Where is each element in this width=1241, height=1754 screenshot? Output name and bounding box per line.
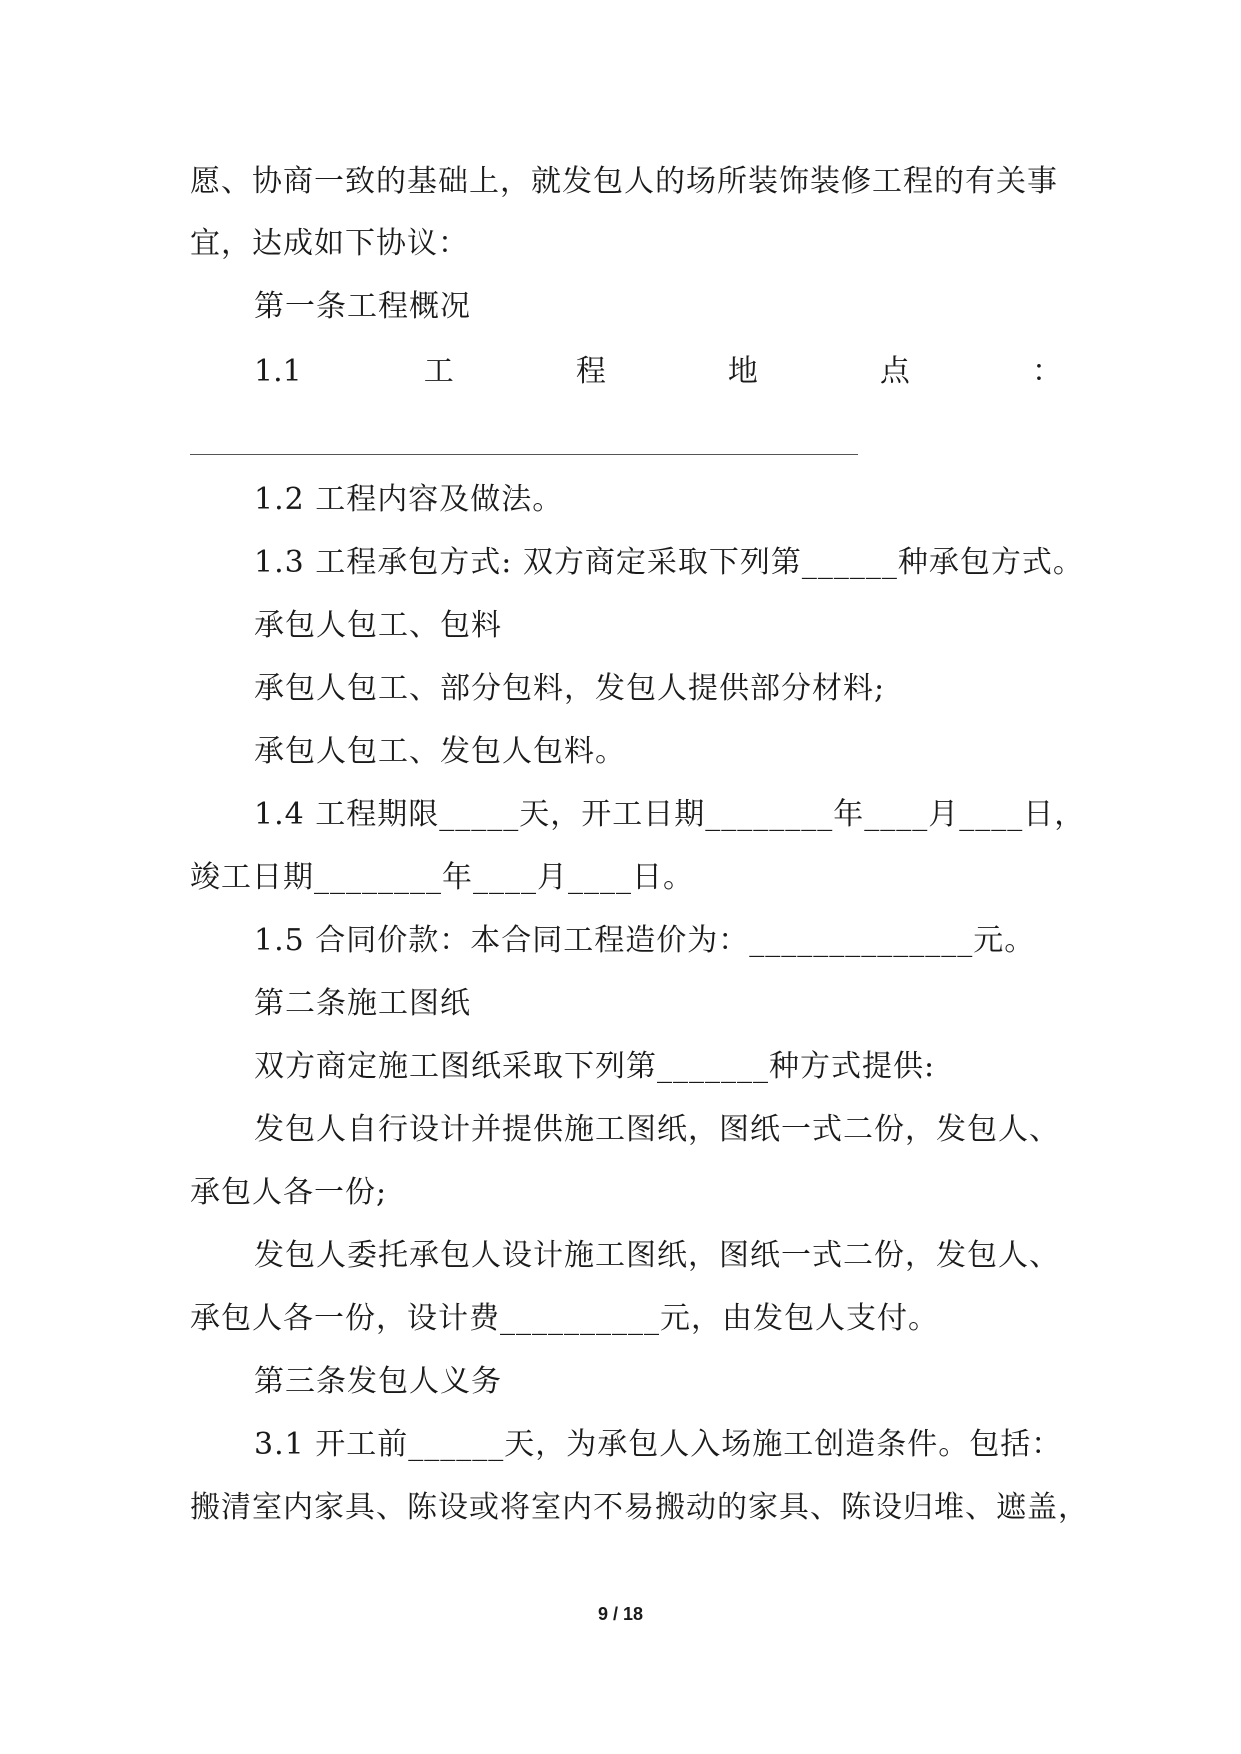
fill-in-blank-line	[190, 454, 858, 455]
text-line: 1.3 工程承包方式: 双方商定采取下列第______种承包方式。	[254, 545, 1084, 580]
text-line: 3.1 开工前______天，为承包人入场施工创造条件。包括：	[254, 1427, 1063, 1462]
section-heading: 第二条施工图纸	[254, 986, 471, 1021]
location-line	[254, 350, 1062, 394]
text-line: 承包人包工、包料	[254, 608, 502, 643]
text-char: 地	[727, 354, 758, 389]
text-line: 承包人包工、部分包料，发包人提供部分材料;	[254, 671, 886, 706]
text-line: 愿、协商一致的基础上，就发包人的场所装饰装修工程的有关事	[190, 164, 1058, 199]
text-char: 工	[423, 354, 454, 389]
section-heading: 第三条发包人义务	[254, 1364, 502, 1399]
text-line: 双方商定施工图纸采取下列第_______种方式提供:	[254, 1049, 936, 1084]
text-line: 1.2 工程内容及做法。	[254, 482, 564, 517]
text-line: 搬清室内家具、陈设或将室内不易搬动的家具、陈设归堆、遮盖，	[190, 1490, 1089, 1525]
text-char: 程	[575, 354, 606, 389]
text-char: ：	[1031, 354, 1062, 389]
text-line: 发包人自行设计并提供施工图纸，图纸一式二份，发包人、	[254, 1112, 1060, 1147]
text-line: 承包人各一份;	[190, 1175, 388, 1210]
text-line: 发包人委托承包人设计施工图纸，图纸一式二份，发包人、	[254, 1238, 1060, 1273]
section-heading: 第一条工程概况	[254, 289, 471, 324]
text-line: 1.5 合同价款：本合同工程造价为：______________元。	[254, 923, 1036, 958]
page-number: 9 / 18	[597, 1604, 644, 1624]
text-line: 宜，达成如下协议：	[190, 226, 469, 261]
clause-number: 1.1	[254, 354, 302, 389]
text-line: 1.4 工程期限_____天，开工日期________年____月____日，	[254, 797, 1086, 832]
text-line: 竣工日期________年____月____日。	[190, 860, 694, 895]
text-line: 承包人包工、发包人包料。	[254, 734, 626, 769]
text-line: 承包人各一份，设计费__________元，由发包人支付。	[190, 1301, 939, 1336]
text-char: 点	[879, 354, 910, 389]
